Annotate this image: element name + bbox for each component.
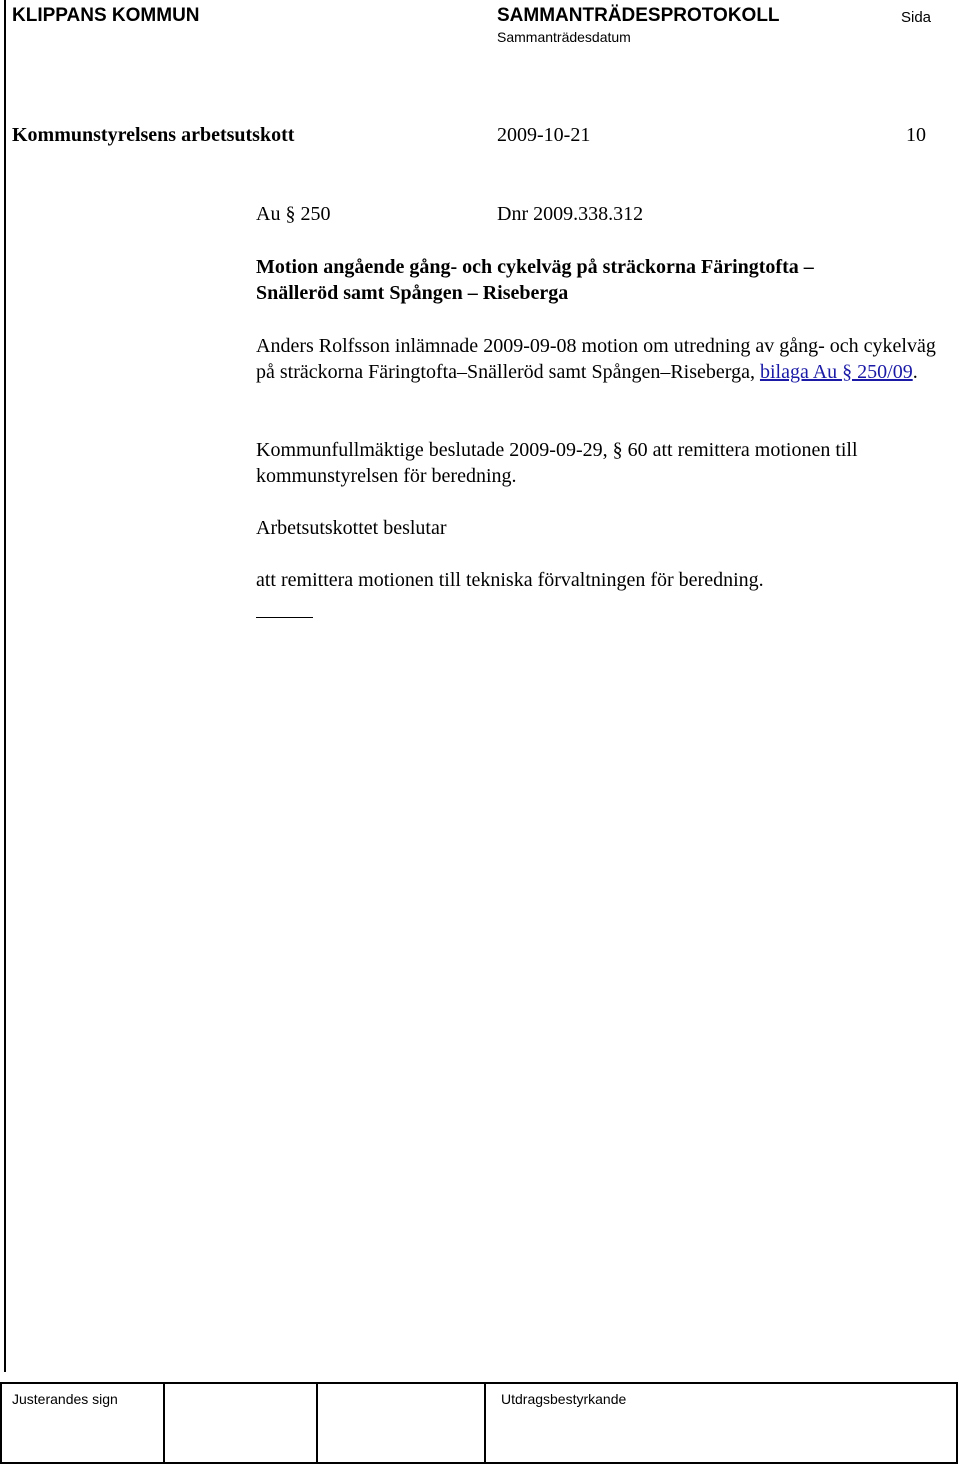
case-title-line-2: Snälleröd samt Spången – Riseberga [256, 282, 569, 304]
utdragsbestyrkande-cell [486, 1384, 958, 1462]
paragraph-committee-decides: Arbetsutskottet beslutar [256, 517, 447, 539]
justerandes-sign-label: Justerandes sign [12, 1391, 118, 1407]
left-margin-rule [4, 0, 6, 1372]
utdragsbestyrkande-label: Utdragsbestyrkande [501, 1391, 627, 1407]
end-rule [256, 617, 313, 618]
meeting-date: 2009-10-21 [497, 124, 591, 146]
diary-number: Dnr 2009.338.312 [497, 203, 644, 225]
case-title-line-1: Motion angående gång- och cykelväg på sträckorna Färingtofta – [256, 256, 814, 278]
organization-name: KLIPPANS KOMMUN [12, 5, 200, 26]
signature-cell-1 [165, 1384, 318, 1462]
signature-table [0, 1382, 958, 1464]
paragraph-motion-text: Anders Rolfsson inlämnade 2009-09-08 motion om utredning av gång- och cykelväg på sträckorna Färingtofta–Snälleröd samt Spången–Riseberga, [256, 335, 936, 383]
paragraph-motion [256, 333, 956, 385]
paragraph-decision: att remittera motionen till tekniska förvaltningen för beredning. [256, 569, 764, 591]
page-number: 10 [906, 124, 926, 146]
date-label: Sammanträdesdatum [497, 29, 631, 45]
section-reference: Au § 250 [256, 203, 331, 225]
paragraph-motion-end: . [912, 361, 918, 383]
committee-name: Kommunstyrelsens arbetsutskott [12, 124, 295, 146]
attachment-link[interactable]: bilaga Au § 250/09 [759, 361, 913, 383]
page-label: Sida [901, 9, 932, 26]
protocol-title: SAMMANTRÄDESPROTOKOLL [497, 5, 780, 26]
paragraph-council-decision: Kommunfullmäktige beslutade 2009-09-29, § 60 att remittera motionen till kommunstyrelsen för beredning. [256, 439, 858, 487]
signature-cell-2 [318, 1384, 486, 1462]
justerandes-sign-cell [2, 1384, 165, 1462]
